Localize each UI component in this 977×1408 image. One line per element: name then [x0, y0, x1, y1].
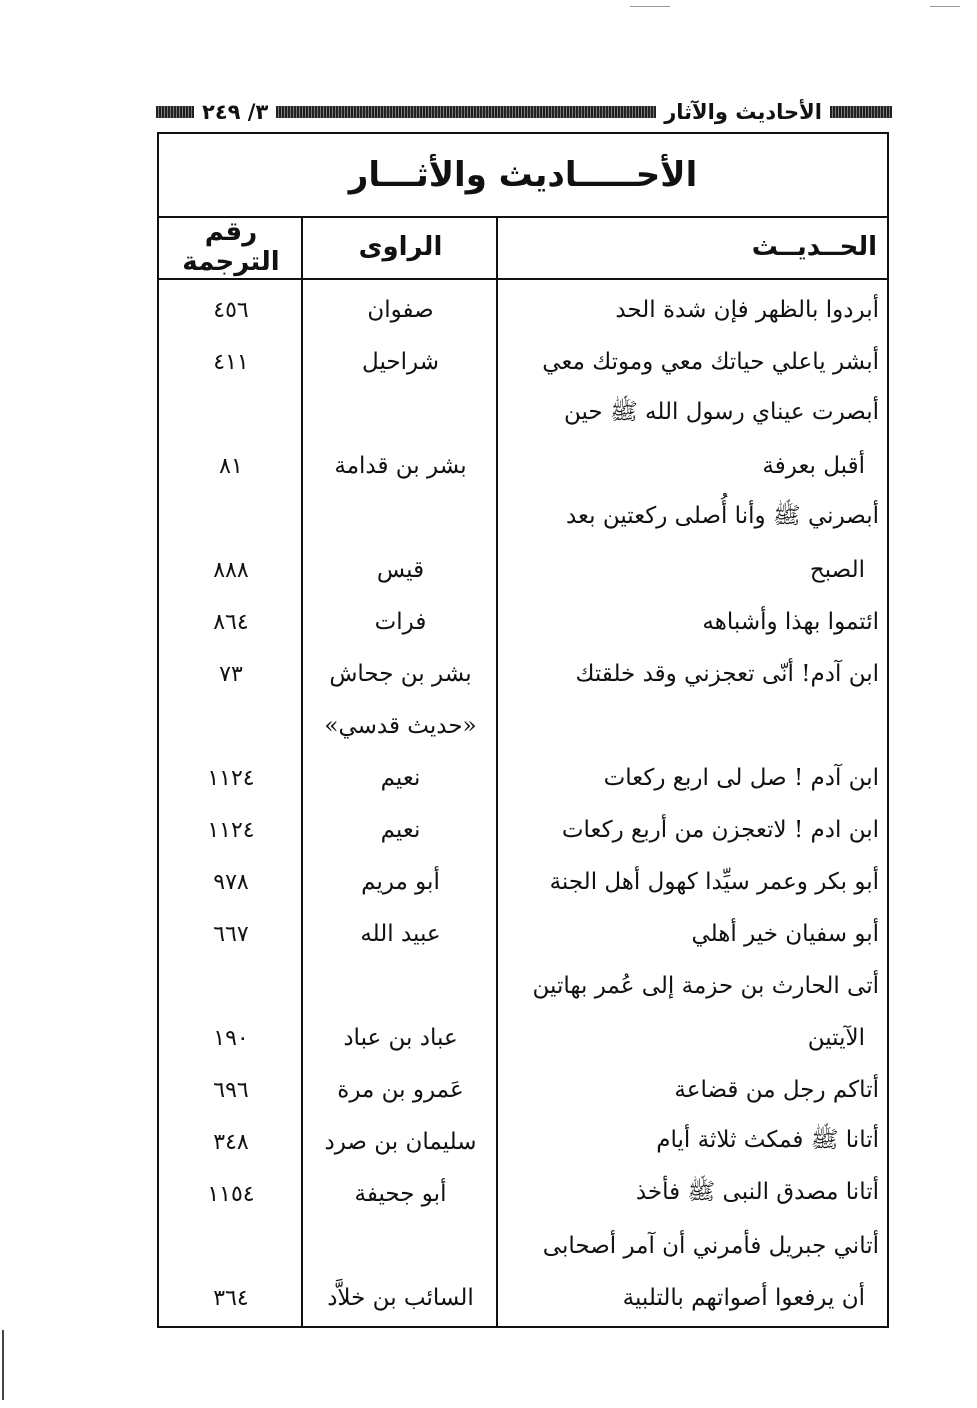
table-body — [159, 284, 887, 1324]
table-row — [159, 284, 887, 336]
hadith-cell: أبو سفيان خير أهلي — [691, 921, 879, 947]
hadith-cell: أبصرني ﷺ وأنا أُصلى ركعتين بعد — [565, 503, 879, 529]
table-row — [159, 596, 887, 648]
number-cell: ٤٥٦ — [213, 297, 249, 323]
number-cell: ١١٥٤ — [207, 1181, 255, 1207]
hadith-cell: أبردوا بالظهر فإن شدة الحد — [615, 297, 879, 323]
number-cell: ٦٩٦ — [213, 1077, 249, 1103]
hadith-cell: أتاني جبريل فأمرني أن آمر أصحابى — [542, 1233, 879, 1259]
narrator-cell: بشر بن جحاش — [329, 661, 472, 687]
table-row — [159, 700, 887, 752]
table-row — [159, 856, 887, 908]
narrator-cell: أبو مريم — [361, 869, 440, 895]
table-row — [159, 752, 887, 804]
column-header-row — [159, 216, 887, 280]
table-row — [159, 544, 887, 596]
table-title: الأحـــــاديث والأثـــار — [348, 155, 698, 195]
narrator-cell: سليمان بن صرد — [324, 1129, 477, 1155]
narrator-cell: نعيم — [380, 817, 421, 843]
column-header-number: رقم الترجمة — [182, 217, 280, 277]
scan-mark — [630, 6, 670, 7]
hadith-cell: أن يرفعوا أصواتهم بالتلبية — [622, 1285, 865, 1311]
table-row — [159, 336, 887, 388]
table-row — [159, 960, 887, 1012]
number-cell: ١١٢٤ — [207, 765, 255, 791]
table-row — [159, 1064, 887, 1116]
header-rule — [830, 106, 892, 118]
running-header — [156, 96, 892, 128]
table-row — [159, 1272, 887, 1324]
narrator-cell: عبيد الله — [360, 921, 441, 947]
narrator-cell: «حديث قدسي» — [324, 713, 477, 739]
table-row — [159, 648, 887, 700]
hadith-cell: أبصرت عيناي رسول الله ﷺ حين — [563, 399, 879, 425]
column-header-narrator: الراوى — [358, 232, 443, 262]
table-title-row — [159, 134, 887, 218]
hadith-cell: أتاكم رجل من قضاعة — [674, 1077, 879, 1103]
narrator-cell: عباد بن عباد — [343, 1025, 458, 1051]
narrator-cell: شراحيل — [362, 349, 439, 375]
page-reference: ٣/ ٢٤٩ — [202, 100, 269, 124]
table-row — [159, 1012, 887, 1064]
hadith-cell: ابن ادم ! لاتعجزن من أربع ركعات — [561, 817, 879, 843]
table-row — [159, 492, 887, 544]
number-cell: ١٩٠ — [213, 1025, 249, 1051]
hadith-cell: الآيتين — [807, 1025, 865, 1051]
number-cell: ٧٣ — [219, 661, 243, 687]
narrator-cell: السائب بن خلاَّد — [327, 1285, 474, 1311]
number-cell: ٣٦٤ — [213, 1285, 249, 1311]
number-cell: ٦٦٧ — [213, 921, 249, 947]
number-cell: ٩٧٨ — [213, 869, 249, 895]
narrator-cell: نعيم — [380, 765, 421, 791]
hadith-cell: أتانا ﷺ فمكث ثلاثة أيام — [656, 1127, 879, 1153]
table-row — [159, 1168, 887, 1220]
hadith-cell: ابن آدم ! صل لى اربع ركعات — [603, 765, 879, 791]
header-rule — [156, 106, 194, 118]
hadith-cell: أتانا مصدق النبى ﷺ فأخذ — [635, 1179, 879, 1205]
index-table — [157, 132, 889, 1328]
hadith-cell: أتى الحارث بن حزمة إلى عُمر بهاتين — [532, 973, 879, 999]
narrator-cell: فرات — [374, 609, 427, 635]
scan-mark — [930, 6, 960, 7]
narrator-cell: بشر بن قدامة — [334, 453, 467, 479]
hadith-cell: أبشر ياعلي حياتك معي وموتك معي — [542, 349, 879, 375]
hadith-cell: ابن آدم! أنّى تعجزني وقد خلقتك — [575, 661, 879, 687]
narrator-cell: قيس — [376, 557, 425, 583]
narrator-cell: صفوان — [367, 297, 434, 323]
number-cell: ٨٨٨ — [213, 557, 249, 583]
narrator-cell: أبو جحيفة — [354, 1181, 447, 1207]
column-header-hadith: الحــديــث — [751, 232, 877, 262]
table-row — [159, 908, 887, 960]
number-cell: ٨٦٤ — [213, 609, 249, 635]
running-title: الأحاديث والآثار — [664, 100, 822, 124]
number-cell: ٣٤٨ — [213, 1129, 249, 1155]
hadith-cell: الصبح — [809, 557, 865, 583]
scan-mark — [2, 1330, 4, 1400]
header-rule — [276, 106, 656, 118]
table-row — [159, 804, 887, 856]
table-row — [159, 440, 887, 492]
hadith-cell: أقبل بعرفة — [762, 453, 865, 479]
number-cell: ١١٢٤ — [207, 817, 255, 843]
narrator-cell: عَمرو بن مرة — [337, 1077, 464, 1103]
table-row — [159, 1116, 887, 1168]
hadith-cell: أبو بكر وعمر سيِّدا كهول أهل الجنة — [549, 869, 879, 895]
table-row — [159, 1220, 887, 1272]
number-cell: ٤١١ — [213, 349, 249, 375]
number-cell: ٨١ — [219, 453, 243, 479]
hadith-cell: ائتموا بهذا وأشباهه — [702, 609, 879, 635]
table-row — [159, 388, 887, 440]
